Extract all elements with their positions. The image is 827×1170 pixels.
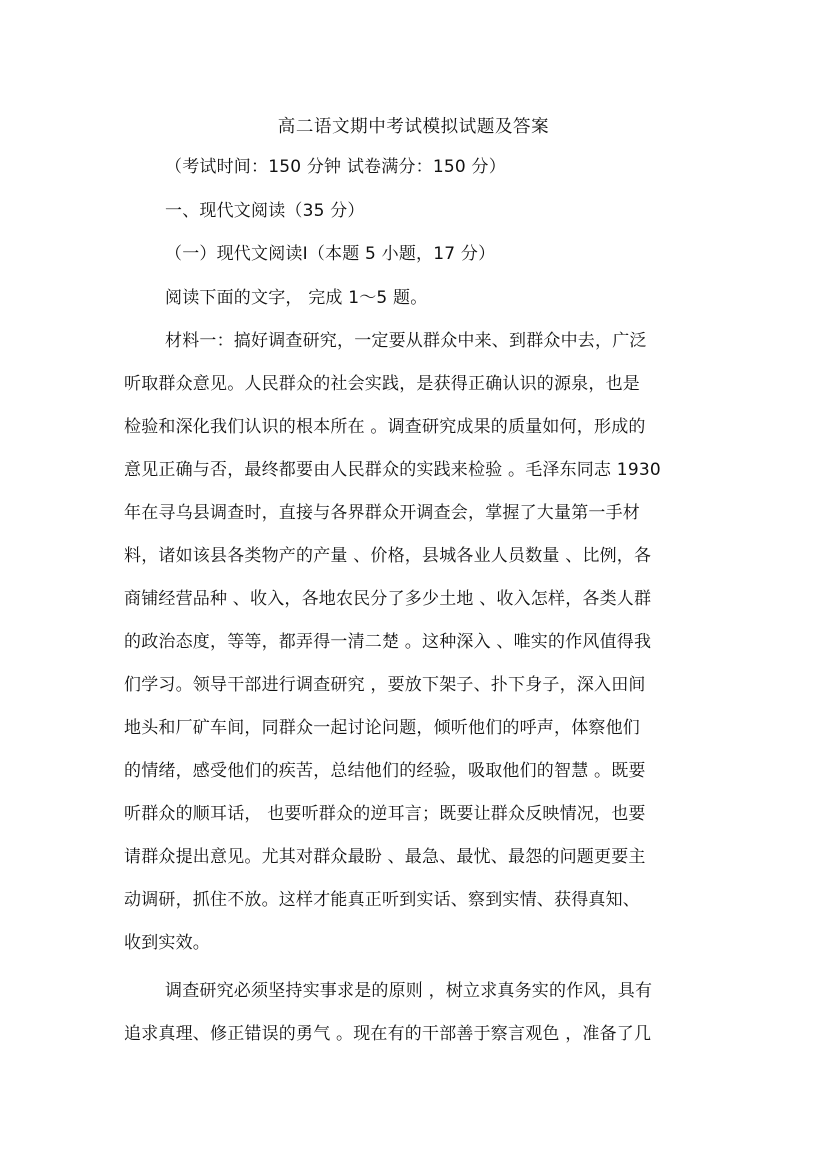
subsection-heading: （一）现代文阅读Ⅰ（本题 5 小题，17 分）: [165, 244, 496, 264]
paragraph-line: 们学习。领导干部进行调查研究 ，要放下架子、扑下身子，深入田间: [124, 675, 646, 695]
paragraph-line: 材料一：搞好调查研究，一定要从群众中来、到群众中去，广泛: [165, 331, 647, 351]
paragraph-line: 料，诸如该县各类物产的产量 、价格，县城各业人员数量 、比例，各: [124, 546, 652, 566]
document-title: 高二语文期中考试模拟试题及答案: [277, 117, 550, 137]
paragraph-line: 请群众提出意见。尤其对群众最盼 、最急、最忧、最怨的问题更要主: [124, 847, 646, 867]
paragraph-line: 检验和深化我们认识的根本所在 。调查研究成果的质量如何，形成的: [124, 417, 646, 437]
section-heading: 一、现代文阅读（35 分）: [165, 201, 365, 221]
paragraph-line: 意见正确与否，最终都要由人民群众的实践来检验 。毛泽东同志 1930: [124, 460, 661, 480]
exam-info: （考试时间：150 分钟 试卷满分：150 分）: [165, 157, 506, 177]
paragraph-line: 收到实效。: [124, 933, 210, 953]
paragraph-line: 地头和厂矿车间，同群众一起讨论问题，倾听他们的呼声，体察他们: [124, 718, 640, 738]
paragraph-line: 年在寻乌县调查时，直接与各界群众开调查会，掌握了大量第一手材: [124, 503, 640, 523]
paragraph-line: 的情绪，感受他们的疾苦，总结他们的经验，吸取他们的智慧 。既要: [124, 761, 646, 781]
paragraph-line: 听取群众意见。人民群众的社会实践，是获得正确认识的源泉，也是: [124, 374, 640, 394]
paragraph-line: 动调研，抓住不放。这样才能真正听到实话、察到实情、获得真知、: [124, 890, 640, 910]
paragraph-line: 听群众的顺耳话， 也要听群众的逆耳言；既要让群众反映情况，也要: [124, 804, 646, 824]
reading-instruction: 阅读下面的文字， 完成 1～5 题。: [165, 288, 428, 308]
paragraph-line: 的政治态度，等等，都弄得一清二楚 。这种深入 、唯实的作风值得我: [124, 632, 652, 652]
paragraph-line: 调查研究必须坚持实事求是的原则 ，树立求真务实的作风，具有: [165, 981, 653, 1001]
paragraph-line: 追求真理、修正错误的勇气 。现在有的干部善于察言观色 ，准备了几: [124, 1024, 652, 1044]
paragraph-line: 商铺经营品种 、收入，各地农民分了多少土地 、收入怎样，各类人群: [124, 589, 652, 609]
